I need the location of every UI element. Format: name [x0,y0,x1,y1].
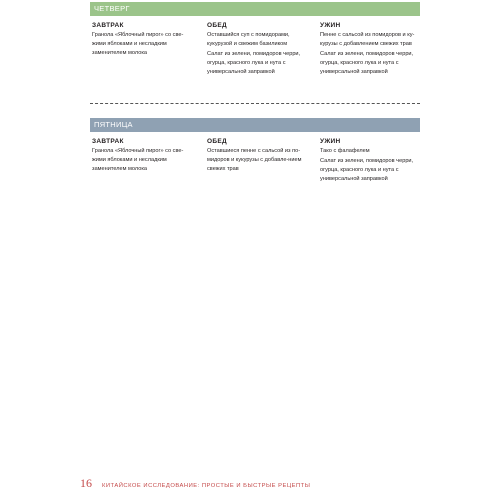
meal-item: Оставшийся суп с помидорами, кукурузой и свежим базиликом [207,32,290,47]
day-header-thursday: ЧЕТВЕРГ [90,2,420,16]
page-number: 16 [80,476,92,490]
page-footer [80,476,310,491]
meal-item: Салат из зелени, помидоров черри, огурца, красного лука и нута с универсальной заправкой [320,158,414,182]
running-title: КИТАЙСКОЕ ИССЛЕДОВАНИЕ: ПРОСТЫЕ И БЫСТРЫЕ РЕЦЕПТЫ [102,483,311,489]
meal-item: Гранола «Яблочный пирог» со све-жими яблоками и несладким заменителем молока [92,32,184,56]
meal-dinner-thursday [320,22,424,78]
meal-item: Салат из зелени, помидоров черри, огурца, красного лука и нута с универсальной заправкой [207,51,301,75]
meal-item: Гранола «Яблочный пирог» со све-жими яблоками и несладким заменителем молока [92,148,184,172]
meal-title: ОБЕД [207,22,227,29]
meal-dinner-friday [320,138,424,185]
meal-item: Тако с фалафелем [320,148,370,154]
meal-item: Пенне с сальсой из помидоров и ку-курузы с добавлением свежих трав [320,32,415,47]
meal-title: УЖИН [320,138,341,145]
meal-item: Салат из зелени, помидоров черри, огурца, красного лука и нута с универсальной заправкой [320,51,414,75]
meal-title: ОБЕД [207,138,227,145]
day-header-friday: ПЯТНИЦА [90,118,420,132]
meal-breakfast-friday [92,138,196,175]
section-divider [90,103,420,104]
meal-lunch-thursday [207,22,311,78]
meal-title: ЗАВТРАК [92,138,124,145]
meal-lunch-friday [207,138,311,175]
meal-title: УЖИН [320,22,341,29]
meal-breakfast-thursday [92,22,196,59]
meal-item: Оставшиеся пенне с сальсой из по-мидоров и кукурузы с добавле-нием свежих трав [207,148,302,172]
meal-title: ЗАВТРАК [92,22,124,29]
